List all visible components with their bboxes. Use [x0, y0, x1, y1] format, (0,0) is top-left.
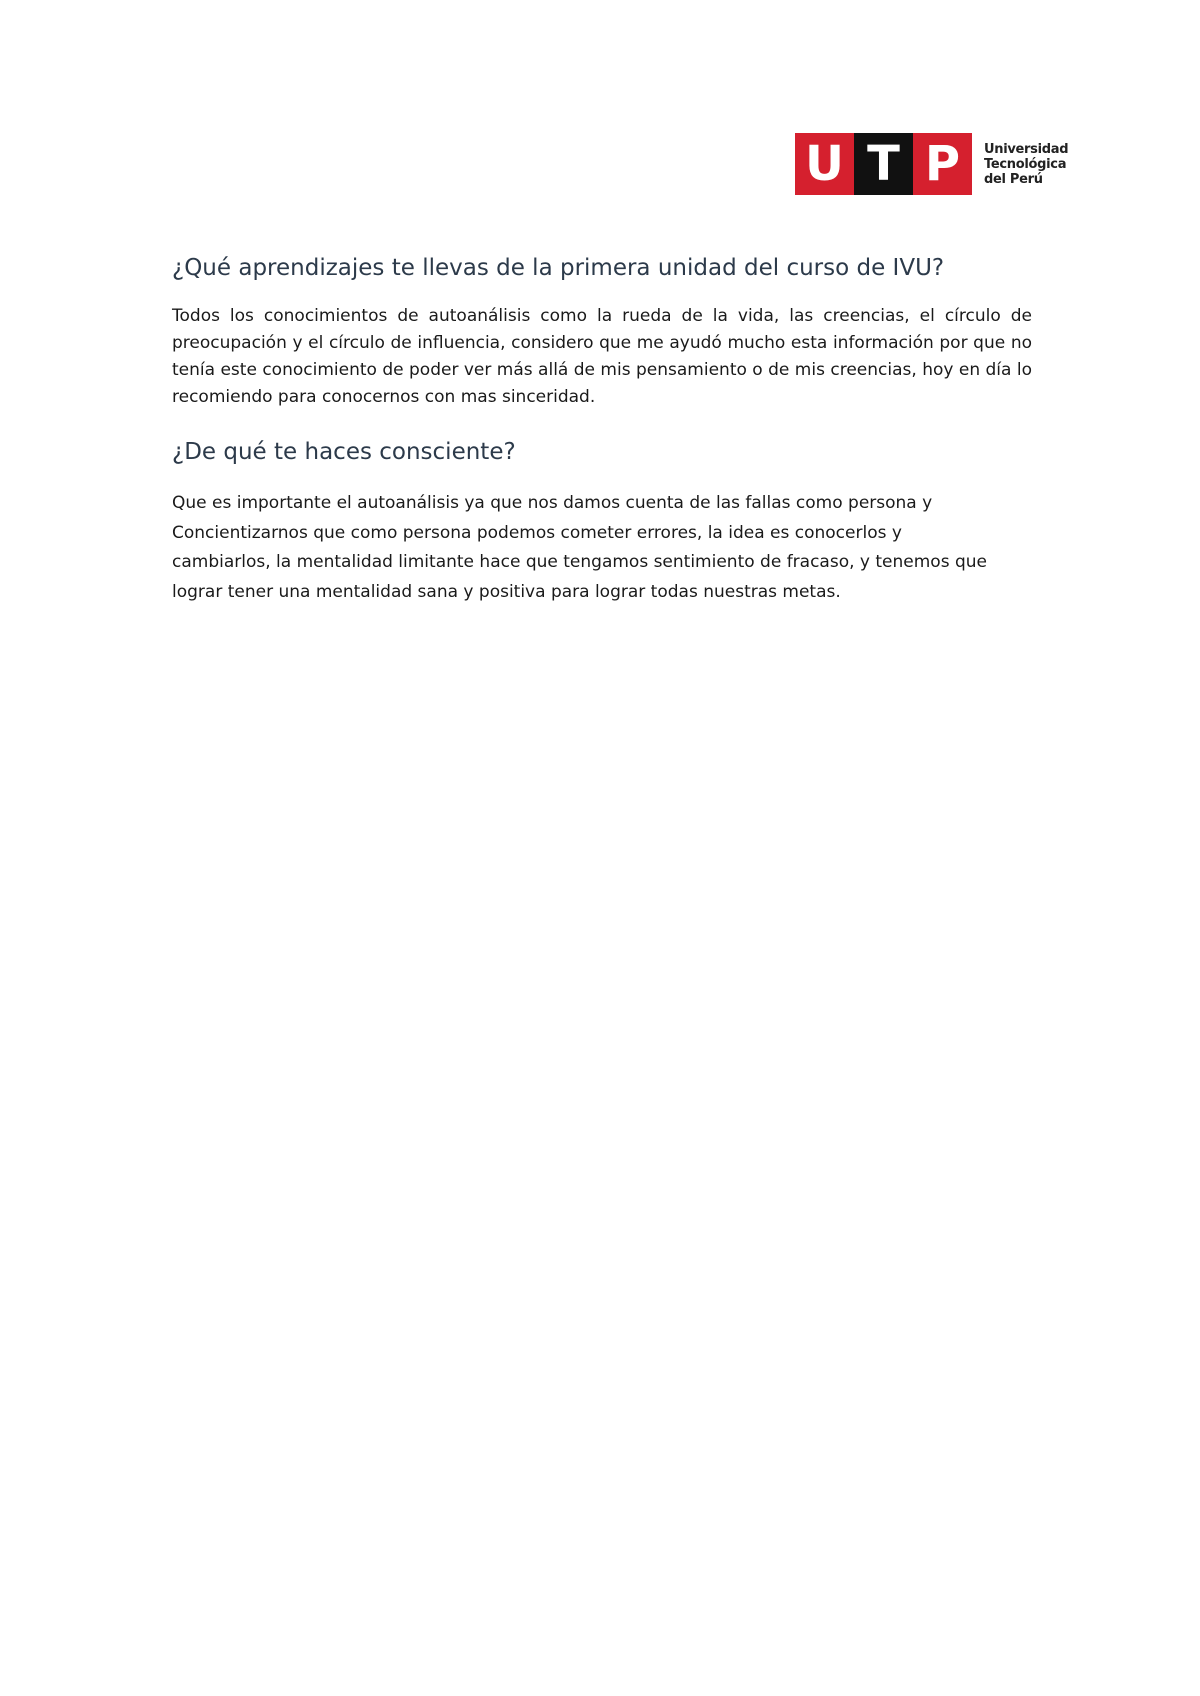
answer-1: Todos los conocimientos de autoanálisis como la rueda de la vida, las creencias, el círculo de preocupación y el círculo de influencia, considero que me ayudó mucho esta información por que no tenía este conocimiento de poder ver más allá de mis pensamiento o de mis creencias, hoy en día lo recomiendo para conocernos con mas sinceridad. — [172, 306, 1032, 407]
utp-logo — [795, 133, 1068, 195]
logo-line-3: del Perú — [984, 171, 1043, 187]
answer-2 — [172, 489, 1032, 607]
logo-university-name — [984, 142, 1068, 187]
logo-line-2: Tecnológica — [984, 156, 1067, 172]
logo-letter-p: P — [913, 133, 972, 195]
answer-2-line: Que es importante el autoanálisis ya que nos damos cuenta de las fallas como persona y — [172, 493, 933, 513]
document-body — [172, 253, 1032, 607]
question-1: ¿Qué aprendizajes te llevas de la primera unidad del curso de IVU? — [172, 255, 945, 281]
logo-letter-t: T — [854, 133, 913, 195]
answer-2-line: cambiarlos, la mentalidad limitante hace que tengamos sentimiento de fracaso, y tenemos que — [172, 552, 987, 572]
answer-2-line: Concientizarnos que como persona podemos cometer errores, la idea es conocerlos y — [172, 522, 902, 543]
logo-letter-u: U — [795, 133, 854, 195]
question-2: ¿De qué te haces consciente? — [172, 439, 516, 465]
logo-line-1: Universidad — [984, 141, 1069, 157]
logo-letter-blocks — [795, 133, 972, 195]
answer-2-line: lograr tener una mentalidad sana y positiva para lograr todas nuestras metas. — [172, 581, 841, 602]
